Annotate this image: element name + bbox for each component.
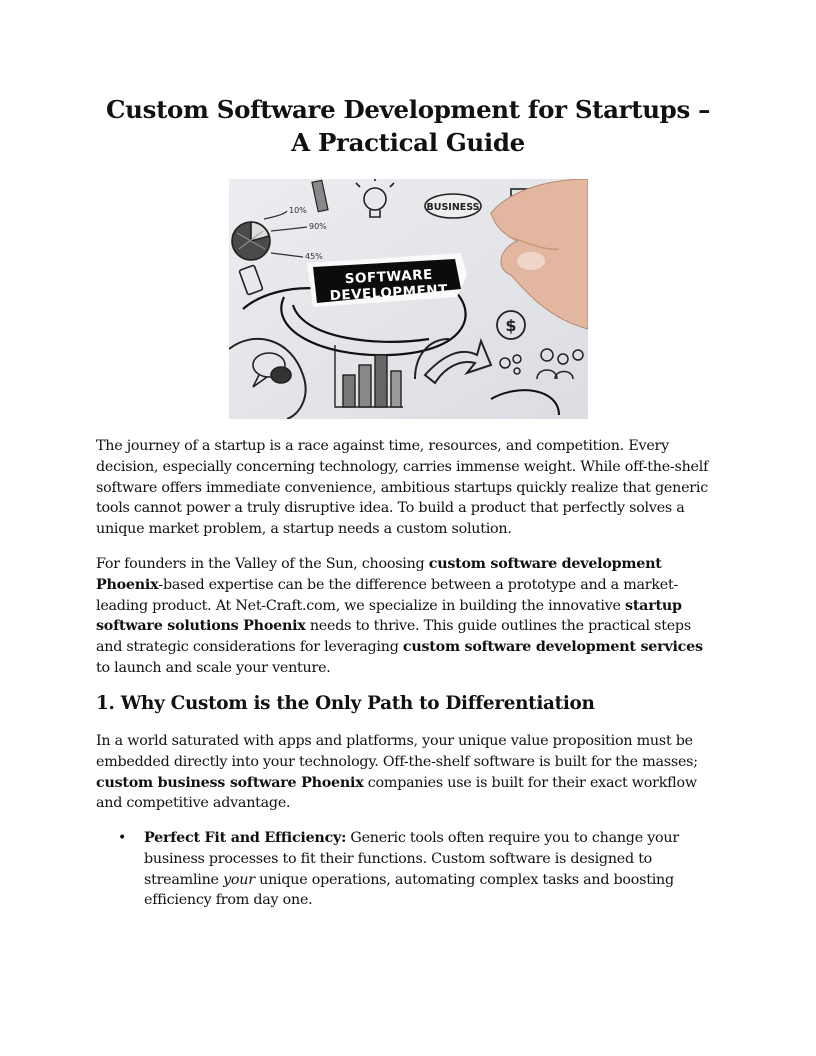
hero-image <box>229 179 588 419</box>
svg-text:$: $ <box>505 316 517 335</box>
section-paragraph: In a world saturated with apps and platforms, your unique value proposition must be embedded directly into your technology. Off-the-shelf software is built for the masses; custom business software Phoenix companies use is built for their exact workflow and competitive advantage. <box>96 733 698 812</box>
percent-label: 10% <box>289 206 307 215</box>
intro-paragraph-2: For founders in the Valley of the Sun, choosing custom software development Phoenix-based expertise can be the difference between a prototype and a market-leading product. At Net-Craft.com, we specialize in building the innovative startup software solutions Phoenix needs to thrive. This guide outlines the practical steps and strategic considerations for leveraging custom software development services to launch and scale your venture. <box>96 556 703 676</box>
pie-chart-icon <box>232 222 270 260</box>
page-title: Custom Software Development for Startups – A Practical Guide <box>106 95 710 157</box>
svg-text:BUSINESS: BUSINESS <box>426 202 480 213</box>
svg-text:SOFTWARE: SOFTWARE <box>344 266 434 288</box>
svg-text:DEVELOPMENT: DEVELOPMENT <box>329 281 449 305</box>
bullet-marker: • <box>118 830 127 846</box>
intro-paragraph: The journey of a startup is a race against time, resources, and competition. Every decision, especially concerning technology, carries immense weight. While off-the-shelf software offers immediate convenience, ambitious startups quickly realize that generic tools cannot power a truly disruptive idea. To build a product that perfectly solves a unique market problem, a startup needs a custom solution. <box>96 438 709 538</box>
percent-label: 45% <box>305 252 323 261</box>
list-item: • Perfect Fit and Efficiency: Generic tools often require you to change your business processes to fit their functions. Custom software is designed to streamline your unique operations, automating complex tasks and boosting efficiency from day one. <box>118 830 679 909</box>
business-badge <box>425 194 481 218</box>
percent-label: 90% <box>309 222 327 231</box>
section-heading: 1. Why Custom is the Only Path to Differentiation <box>96 693 595 714</box>
bullet-list <box>96 828 720 911</box>
